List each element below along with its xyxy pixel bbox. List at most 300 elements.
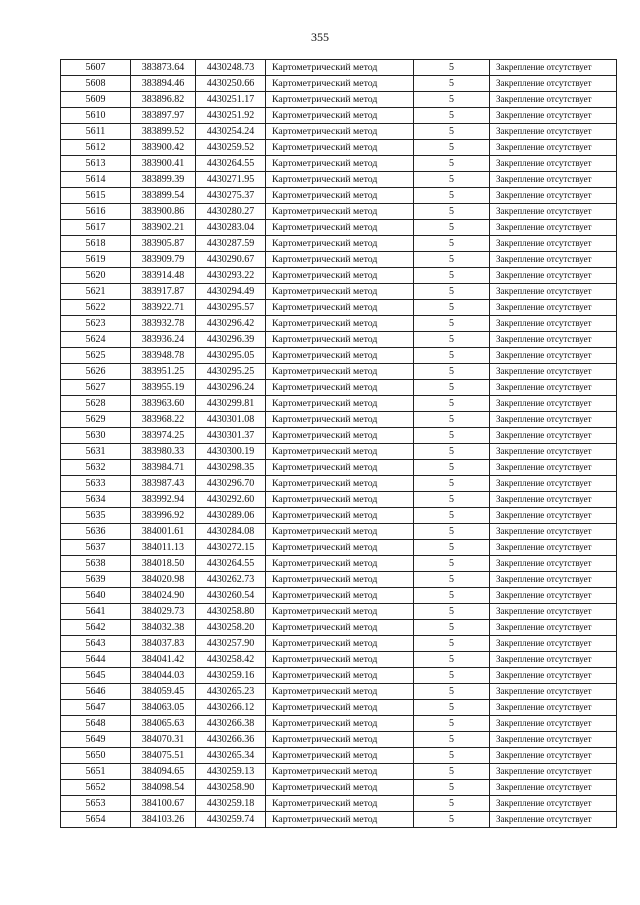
cell-fixing: Закрепление отсутствует [490,236,617,252]
cell-accuracy: 5 [414,748,490,764]
cell-x-coordinate: 383914.48 [131,268,196,284]
cell-fixing: Закрепление отсутствует [490,524,617,540]
cell-x-coordinate: 384029.73 [131,604,196,620]
cell-method: Картометрический метод [266,252,414,268]
cell-method: Картометрический метод [266,140,414,156]
table-row [61,588,617,604]
cell-accuracy: 5 [414,300,490,316]
cell-point-number: 5623 [61,316,131,332]
table-row [61,732,617,748]
cell-method: Картометрический метод [266,412,414,428]
cell-accuracy: 5 [414,684,490,700]
table-row [61,188,617,204]
cell-method: Картометрический метод [266,380,414,396]
cell-fixing: Закрепление отсутствует [490,412,617,428]
cell-x-coordinate: 384018.50 [131,556,196,572]
cell-accuracy: 5 [414,332,490,348]
cell-accuracy: 5 [414,252,490,268]
table-row [61,332,617,348]
cell-x-coordinate: 384100.67 [131,796,196,812]
cell-accuracy: 5 [414,572,490,588]
cell-method: Картометрический метод [266,236,414,252]
table-row [61,604,617,620]
cell-fixing: Закрепление отсутствует [490,188,617,204]
cell-y-coordinate: 4430272.15 [196,540,266,556]
cell-fixing: Закрепление отсутствует [490,444,617,460]
cell-point-number: 5609 [61,92,131,108]
cell-accuracy: 5 [414,108,490,124]
cell-x-coordinate: 384041.42 [131,652,196,668]
cell-fixing: Закрепление отсутствует [490,92,617,108]
cell-point-number: 5607 [61,60,131,76]
cell-y-coordinate: 4430265.34 [196,748,266,764]
cell-fixing: Закрепление отсутствует [490,668,617,684]
cell-point-number: 5615 [61,188,131,204]
cell-point-number: 5636 [61,524,131,540]
cell-x-coordinate: 384098.54 [131,780,196,796]
table-row [61,156,617,172]
cell-method: Картометрический метод [266,684,414,700]
table-row [61,76,617,92]
table-row [61,460,617,476]
cell-accuracy: 5 [414,524,490,540]
cell-y-coordinate: 4430295.05 [196,348,266,364]
cell-x-coordinate: 383905.87 [131,236,196,252]
cell-x-coordinate: 383897.97 [131,108,196,124]
cell-fixing: Закрепление отсутствует [490,812,617,828]
cell-y-coordinate: 4430262.73 [196,572,266,588]
table-row [61,812,617,828]
table-row [61,636,617,652]
cell-y-coordinate: 4430259.18 [196,796,266,812]
table-row [61,380,617,396]
cell-fixing: Закрепление отсутствует [490,492,617,508]
cell-accuracy: 5 [414,236,490,252]
cell-y-coordinate: 4430260.54 [196,588,266,604]
cell-method: Картометрический метод [266,92,414,108]
cell-method: Картометрический метод [266,476,414,492]
cell-x-coordinate: 384065.63 [131,716,196,732]
cell-point-number: 5626 [61,364,131,380]
table-row [61,476,617,492]
cell-fixing: Закрепление отсутствует [490,620,617,636]
cell-method: Картометрический метод [266,364,414,380]
cell-accuracy: 5 [414,764,490,780]
cell-method: Картометрический метод [266,108,414,124]
cell-x-coordinate: 383873.64 [131,60,196,76]
cell-fixing: Закрепление отсутствует [490,684,617,700]
cell-point-number: 5652 [61,780,131,796]
cell-fixing: Закрепление отсутствует [490,156,617,172]
cell-fixing: Закрепление отсутствует [490,140,617,156]
cell-point-number: 5618 [61,236,131,252]
cell-fixing: Закрепление отсутствует [490,540,617,556]
cell-fixing: Закрепление отсутствует [490,572,617,588]
cell-y-coordinate: 4430251.92 [196,108,266,124]
cell-x-coordinate: 383922.71 [131,300,196,316]
cell-method: Картометрический метод [266,652,414,668]
cell-fixing: Закрепление отсутствует [490,108,617,124]
cell-point-number: 5641 [61,604,131,620]
cell-x-coordinate: 383951.25 [131,364,196,380]
cell-accuracy: 5 [414,716,490,732]
cell-point-number: 5619 [61,252,131,268]
cell-method: Картометрический метод [266,220,414,236]
table-row [61,524,617,540]
cell-y-coordinate: 4430296.39 [196,332,266,348]
cell-accuracy: 5 [414,428,490,444]
cell-y-coordinate: 4430258.80 [196,604,266,620]
cell-method: Картометрический метод [266,300,414,316]
cell-method: Картометрический метод [266,492,414,508]
table-row [61,668,617,684]
cell-x-coordinate: 384075.51 [131,748,196,764]
cell-accuracy: 5 [414,652,490,668]
cell-accuracy: 5 [414,124,490,140]
cell-fixing: Закрепление отсутствует [490,636,617,652]
cell-fixing: Закрепление отсутствует [490,172,617,188]
cell-method: Картометрический метод [266,396,414,412]
cell-fixing: Закрепление отсутствует [490,716,617,732]
cell-x-coordinate: 383992.94 [131,492,196,508]
cell-x-coordinate: 383900.42 [131,140,196,156]
table-row [61,444,617,460]
cell-x-coordinate: 383963.60 [131,396,196,412]
cell-y-coordinate: 4430290.67 [196,252,266,268]
cell-fixing: Закрепление отсутствует [490,60,617,76]
cell-method: Картометрический метод [266,508,414,524]
cell-y-coordinate: 4430293.22 [196,268,266,284]
cell-x-coordinate: 383899.52 [131,124,196,140]
cell-x-coordinate: 384103.26 [131,812,196,828]
cell-accuracy: 5 [414,588,490,604]
cell-method: Картометрический метод [266,156,414,172]
cell-y-coordinate: 4430264.55 [196,556,266,572]
cell-point-number: 5624 [61,332,131,348]
cell-fixing: Закрепление отсутствует [490,796,617,812]
cell-accuracy: 5 [414,460,490,476]
cell-fixing: Закрепление отсутствует [490,604,617,620]
cell-y-coordinate: 4430296.42 [196,316,266,332]
cell-y-coordinate: 4430271.95 [196,172,266,188]
cell-x-coordinate: 383948.78 [131,348,196,364]
cell-method: Картометрический метод [266,332,414,348]
cell-fixing: Закрепление отсутствует [490,764,617,780]
cell-point-number: 5633 [61,476,131,492]
cell-fixing: Закрепление отсутствует [490,252,617,268]
cell-accuracy: 5 [414,284,490,300]
cell-y-coordinate: 4430250.66 [196,76,266,92]
cell-point-number: 5654 [61,812,131,828]
cell-accuracy: 5 [414,668,490,684]
cell-method: Картометрический метод [266,204,414,220]
table-row [61,348,617,364]
cell-point-number: 5653 [61,796,131,812]
cell-point-number: 5635 [61,508,131,524]
cell-y-coordinate: 4430287.59 [196,236,266,252]
table-row [61,492,617,508]
cell-accuracy: 5 [414,620,490,636]
table-row [61,764,617,780]
cell-fixing: Закрепление отсутствует [490,220,617,236]
cell-x-coordinate: 384011.13 [131,540,196,556]
cell-fixing: Закрепление отсутствует [490,652,617,668]
cell-method: Картометрический метод [266,556,414,572]
cell-fixing: Закрепление отсутствует [490,316,617,332]
cell-point-number: 5611 [61,124,131,140]
cell-y-coordinate: 4430299.81 [196,396,266,412]
cell-y-coordinate: 4430266.36 [196,732,266,748]
cell-method: Картометрический метод [266,316,414,332]
cell-point-number: 5632 [61,460,131,476]
coordinates-table [60,59,617,828]
table-row [61,108,617,124]
cell-x-coordinate: 384094.65 [131,764,196,780]
cell-fixing: Закрепление отсутствует [490,428,617,444]
cell-x-coordinate: 384024.90 [131,588,196,604]
cell-point-number: 5614 [61,172,131,188]
cell-y-coordinate: 4430284.08 [196,524,266,540]
cell-x-coordinate: 383909.79 [131,252,196,268]
cell-method: Картометрический метод [266,524,414,540]
cell-x-coordinate: 384063.05 [131,700,196,716]
cell-x-coordinate: 383996.92 [131,508,196,524]
cell-y-coordinate: 4430265.23 [196,684,266,700]
cell-y-coordinate: 4430298.35 [196,460,266,476]
cell-accuracy: 5 [414,188,490,204]
cell-method: Картометрический метод [266,60,414,76]
cell-accuracy: 5 [414,700,490,716]
cell-accuracy: 5 [414,476,490,492]
cell-y-coordinate: 4430264.55 [196,156,266,172]
cell-fixing: Закрепление отсутствует [490,268,617,284]
cell-y-coordinate: 4430295.57 [196,300,266,316]
cell-x-coordinate: 383917.87 [131,284,196,300]
table-row [61,572,617,588]
cell-accuracy: 5 [414,492,490,508]
cell-y-coordinate: 4430251.17 [196,92,266,108]
cell-x-coordinate: 384032.38 [131,620,196,636]
cell-x-coordinate: 384044.03 [131,668,196,684]
cell-method: Картометрический метод [266,76,414,92]
cell-point-number: 5620 [61,268,131,284]
cell-point-number: 5629 [61,412,131,428]
cell-point-number: 5612 [61,140,131,156]
cell-x-coordinate: 383900.86 [131,204,196,220]
table-row [61,620,617,636]
cell-accuracy: 5 [414,732,490,748]
table-row [61,60,617,76]
cell-y-coordinate: 4430283.04 [196,220,266,236]
cell-fixing: Закрепление отсутствует [490,332,617,348]
cell-y-coordinate: 4430257.90 [196,636,266,652]
table-row [61,316,617,332]
cell-point-number: 5622 [61,300,131,316]
table-row [61,748,617,764]
cell-method: Картометрический метод [266,668,414,684]
table-row [61,700,617,716]
cell-accuracy: 5 [414,796,490,812]
table-row [61,252,617,268]
cell-point-number: 5621 [61,284,131,300]
page-number: 355 [311,30,329,44]
table-row [61,124,617,140]
cell-method: Картометрический метод [266,796,414,812]
cell-x-coordinate: 383899.54 [131,188,196,204]
cell-x-coordinate: 383902.21 [131,220,196,236]
cell-accuracy: 5 [414,268,490,284]
cell-method: Картометрический метод [266,780,414,796]
cell-y-coordinate: 4430292.60 [196,492,266,508]
cell-y-coordinate: 4430301.37 [196,428,266,444]
cell-x-coordinate: 383984.71 [131,460,196,476]
cell-y-coordinate: 4430259.13 [196,764,266,780]
cell-method: Картометрический метод [266,764,414,780]
cell-accuracy: 5 [414,172,490,188]
cell-x-coordinate: 383987.43 [131,476,196,492]
cell-method: Картометрический метод [266,172,414,188]
cell-method: Картометрический метод [266,636,414,652]
cell-method: Картометрический метод [266,284,414,300]
cell-accuracy: 5 [414,604,490,620]
cell-x-coordinate: 383896.82 [131,92,196,108]
cell-y-coordinate: 4430259.16 [196,668,266,684]
cell-method: Картометрический метод [266,732,414,748]
cell-accuracy: 5 [414,348,490,364]
table-row [61,716,617,732]
cell-method: Картометрический метод [266,268,414,284]
cell-y-coordinate: 4430289.06 [196,508,266,524]
table-row [61,412,617,428]
cell-method: Картометрический метод [266,604,414,620]
cell-fixing: Закрепление отсутствует [490,284,617,300]
cell-fixing: Закрепление отсутствует [490,124,617,140]
cell-method: Картометрический метод [266,188,414,204]
cell-y-coordinate: 4430280.27 [196,204,266,220]
cell-x-coordinate: 383968.22 [131,412,196,428]
cell-point-number: 5650 [61,748,131,764]
cell-x-coordinate: 383974.25 [131,428,196,444]
cell-accuracy: 5 [414,156,490,172]
cell-point-number: 5644 [61,652,131,668]
cell-x-coordinate: 384037.83 [131,636,196,652]
cell-point-number: 5647 [61,700,131,716]
cell-accuracy: 5 [414,140,490,156]
cell-accuracy: 5 [414,636,490,652]
cell-y-coordinate: 4430296.24 [196,380,266,396]
cell-point-number: 5645 [61,668,131,684]
cell-method: Картометрический метод [266,444,414,460]
cell-point-number: 5634 [61,492,131,508]
table-row [61,780,617,796]
cell-method: Картометрический метод [266,588,414,604]
cell-point-number: 5616 [61,204,131,220]
cell-x-coordinate: 383932.78 [131,316,196,332]
cell-method: Картометрический метод [266,124,414,140]
table-row [61,652,617,668]
table-row [61,428,617,444]
cell-method: Картометрический метод [266,572,414,588]
cell-x-coordinate: 384059.45 [131,684,196,700]
table-row [61,284,617,300]
table-row [61,300,617,316]
cell-point-number: 5639 [61,572,131,588]
cell-x-coordinate: 384020.98 [131,572,196,588]
cell-point-number: 5643 [61,636,131,652]
table-row [61,396,617,412]
cell-point-number: 5640 [61,588,131,604]
cell-y-coordinate: 4430295.25 [196,364,266,380]
cell-point-number: 5610 [61,108,131,124]
cell-fixing: Закрепление отсутствует [490,588,617,604]
cell-x-coordinate: 383936.24 [131,332,196,348]
cell-point-number: 5625 [61,348,131,364]
table-row [61,140,617,156]
table-row [61,796,617,812]
cell-accuracy: 5 [414,380,490,396]
cell-accuracy: 5 [414,412,490,428]
cell-x-coordinate: 383900.41 [131,156,196,172]
cell-y-coordinate: 4430258.20 [196,620,266,636]
table-body [61,60,617,828]
cell-y-coordinate: 4430259.74 [196,812,266,828]
cell-method: Картометрический метод [266,620,414,636]
cell-accuracy: 5 [414,76,490,92]
table-row [61,508,617,524]
cell-x-coordinate: 384070.31 [131,732,196,748]
cell-point-number: 5648 [61,716,131,732]
cell-y-coordinate: 4430258.42 [196,652,266,668]
cell-point-number: 5649 [61,732,131,748]
cell-fixing: Закрепление отсутствует [490,780,617,796]
cell-fixing: Закрепление отсутствует [490,396,617,412]
table-row [61,172,617,188]
cell-x-coordinate: 383894.46 [131,76,196,92]
cell-method: Картометрический метод [266,716,414,732]
cell-y-coordinate: 4430258.90 [196,780,266,796]
cell-fixing: Закрепление отсутствует [490,508,617,524]
cell-fixing: Закрепление отсутствует [490,364,617,380]
cell-method: Картометрический метод [266,748,414,764]
cell-point-number: 5630 [61,428,131,444]
cell-point-number: 5638 [61,556,131,572]
table-row [61,220,617,236]
table-row [61,364,617,380]
cell-fixing: Закрепление отсутствует [490,556,617,572]
cell-fixing: Закрепление отсутствует [490,732,617,748]
table-row [61,92,617,108]
cell-y-coordinate: 4430254.24 [196,124,266,140]
cell-y-coordinate: 4430266.38 [196,716,266,732]
cell-method: Картометрический метод [266,540,414,556]
table-row [61,268,617,284]
cell-accuracy: 5 [414,780,490,796]
cell-accuracy: 5 [414,396,490,412]
cell-accuracy: 5 [414,508,490,524]
cell-y-coordinate: 4430275.37 [196,188,266,204]
cell-method: Картометрический метод [266,428,414,444]
cell-accuracy: 5 [414,364,490,380]
cell-accuracy: 5 [414,444,490,460]
cell-x-coordinate: 383899.39 [131,172,196,188]
cell-fixing: Закрепление отсутствует [490,748,617,764]
cell-accuracy: 5 [414,556,490,572]
table-row [61,684,617,700]
cell-point-number: 5646 [61,684,131,700]
cell-accuracy: 5 [414,220,490,236]
cell-point-number: 5613 [61,156,131,172]
cell-accuracy: 5 [414,812,490,828]
